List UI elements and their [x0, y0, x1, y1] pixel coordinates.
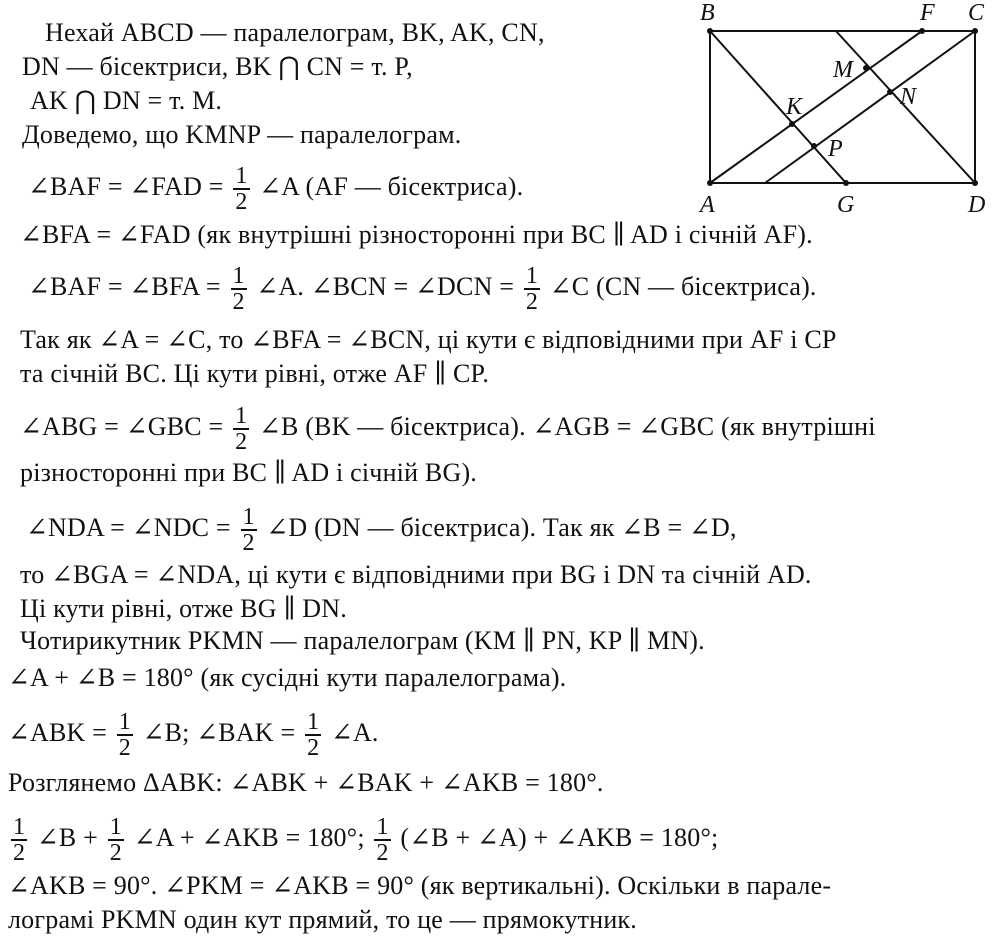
proof-line-20: ∠AKB = 90°. ∠PKM = ∠AKB = 90° (як вертикальні). Оскільки в парале- — [8, 871, 832, 900]
point-k — [789, 121, 795, 127]
proof-line-7c: ∠C (CN — бісектриса). — [549, 271, 817, 301]
proof-line-12 — [26, 505, 737, 555]
bisector-bk — [710, 31, 846, 183]
proof-line-1: Нехай ABCD — паралелограм, BK, AK, CN, — [45, 18, 545, 47]
fraction-half: $\frac{1}{2}$ — [232, 263, 245, 315]
label-c: C — [968, 0, 985, 26]
point-a — [707, 180, 713, 186]
proof-line-10 — [20, 404, 876, 454]
label-k: K — [786, 94, 803, 120]
fraction-half: $\frac{1}{2}$ — [525, 263, 539, 315]
proof-line-5b: ∠A (AF — бісектриса). — [259, 171, 524, 201]
proof-line-8: Так як ∠A = ∠C, то ∠BFA = ∠BCN, ці кути є відповідними при AF і CP — [20, 325, 837, 354]
fraction-half: $\frac{1}{2}$ — [235, 163, 248, 215]
proof-line-17b: ∠B; ∠BAK = — [142, 717, 296, 747]
label-a: A — [700, 192, 715, 218]
proof-line-18: Розглянемо ΔABK: ∠ABK + ∠BAK + ∠AKB = 180°. — [8, 768, 604, 797]
label-n: N — [900, 84, 917, 110]
fraction-half: $\frac{1}{2}$ — [242, 504, 255, 556]
fraction-half: $\frac{1}{2}$ — [307, 709, 320, 761]
fraction-half: $\frac{1}{2}$ — [13, 814, 26, 866]
point-f — [919, 28, 925, 34]
proof-line-19c: (∠B + ∠A) + ∠AKB = 180°; — [400, 822, 719, 852]
point-c — [972, 28, 978, 34]
proof-line-2: DN — бісектриси, BK ⋂ CN = т. P, — [22, 52, 413, 81]
label-b: B — [700, 0, 715, 26]
point-b — [707, 28, 713, 34]
proof-line-5 — [28, 164, 523, 214]
proof-line-9: та січній BC. Ці кути рівні, отже AF ∥ CP. — [20, 359, 490, 388]
label-f: F — [920, 0, 935, 26]
proof-line-13: то ∠BGA = ∠NDA, ці кути є відповідними при BG і DN та січній AD. — [20, 560, 812, 589]
point-g — [843, 180, 849, 186]
proof-line-19a: ∠B + — [36, 822, 98, 852]
fraction-half: $\frac{1}{2}$ — [118, 709, 131, 761]
proof-line-5a: ∠BAF = ∠FAD = — [28, 171, 224, 201]
label-p: P — [828, 136, 843, 162]
point-n — [887, 89, 893, 95]
proof-line-16: ∠A + ∠B = 180° (як сусідні кути паралелограма). — [8, 663, 567, 692]
proof-line-17a: ∠ABK = — [8, 717, 108, 747]
point-m — [863, 65, 869, 71]
proof-line-7 — [28, 264, 817, 314]
parallelogram-figure — [690, 0, 1001, 220]
bisector-ak — [710, 31, 922, 183]
proof-line-14: Ці кути рівні, отже BG ∥ DN. — [20, 594, 347, 623]
proof-line-19 — [8, 815, 718, 865]
proof-line-12b: ∠D (DN — бісектриса). Так як ∠B = ∠D, — [266, 512, 737, 542]
point-d — [972, 180, 978, 186]
proof-line-4: Доведемо, що KMNP — паралелограм. — [22, 120, 462, 149]
proof-line-7a: ∠BAF = ∠BFA = — [28, 271, 221, 301]
fraction-half: $\frac{1}{2}$ — [376, 814, 389, 866]
proof-line-12a: ∠NDA = ∠NDC = — [26, 512, 231, 542]
fraction-half: $\frac{1}{2}$ — [109, 814, 122, 866]
proof-line-6: ∠BFA = ∠FAD (як внутрішні різносторонні при BC ∥ AD і січній AF). — [20, 220, 813, 249]
proof-line-17 — [8, 710, 379, 760]
proof-line-21: лограмі PKMN один кут прямий, то це — прямокутник. — [8, 905, 637, 934]
proof-line-3: AK ⋂ DN = т. M. — [30, 86, 223, 115]
point-p — [811, 143, 817, 149]
proof-line-11: різносторонні при BC ∥ AD і січній BG). — [20, 458, 477, 487]
label-m: M — [833, 57, 853, 83]
proof-line-7b: ∠A. ∠BCN = ∠DCN = — [256, 271, 515, 301]
proof-line-15: Чотирикутник PKMN — паралелограм (KM ∥ PN, KP ∥ MN). — [20, 626, 705, 655]
fraction-half: $\frac{1}{2}$ — [235, 403, 248, 455]
proof-line-10a: ∠ABG = ∠GBC = — [20, 411, 224, 441]
proof-line-19b: ∠A + ∠AKB = 180°; — [133, 822, 365, 852]
proof-line-17c: ∠A. — [330, 717, 379, 747]
label-d: D — [968, 192, 986, 218]
proof-line-10b: ∠B (BK — бісектриса). ∠AGB = ∠GBC (як внутрішні — [258, 411, 876, 441]
label-g: G — [837, 192, 855, 218]
